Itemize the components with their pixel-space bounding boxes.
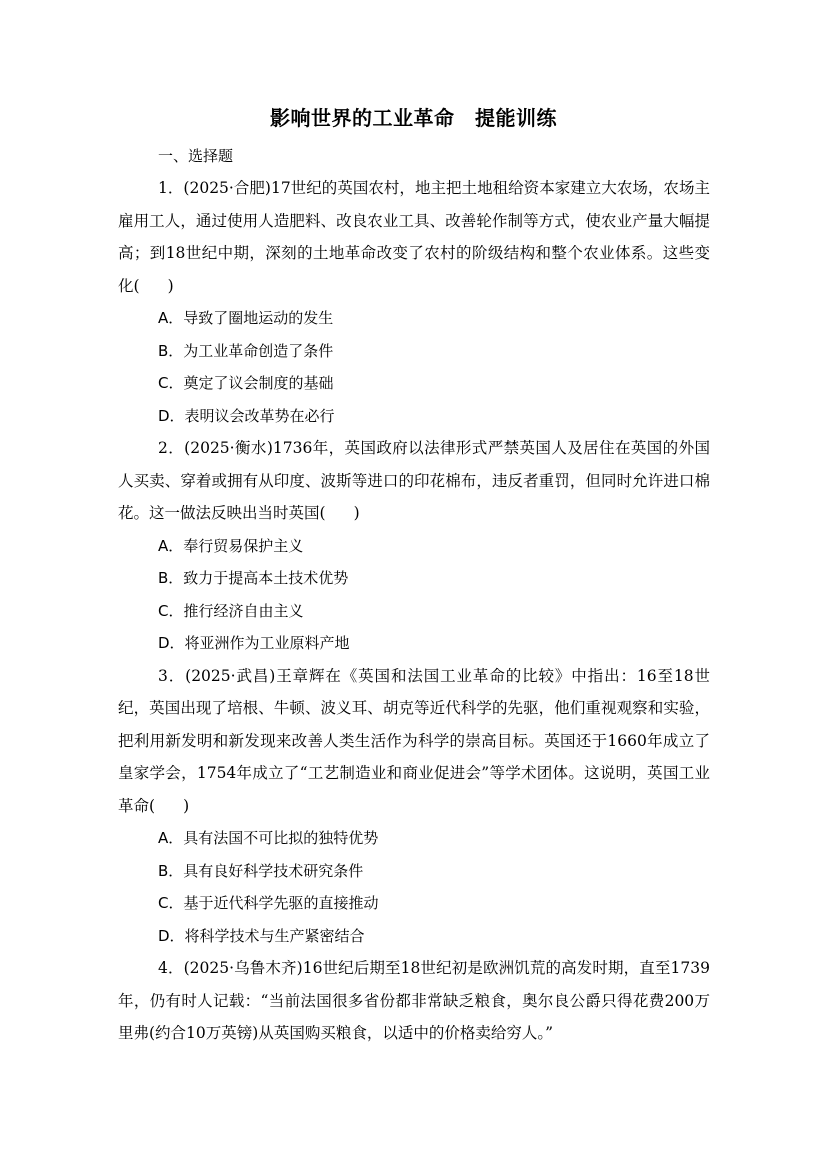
option-c: C．基于近代科学先驱的直接推动 — [158, 894, 379, 912]
question-stem — [118, 172, 710, 302]
question-stem — [118, 660, 710, 823]
option-c: C．推行经济自由主义 — [158, 601, 304, 620]
question-list — [118, 172, 710, 1050]
question-text-end: ) — [183, 796, 190, 815]
question-4 — [118, 952, 710, 1050]
option-c: C．奠定了议会制度的基础 — [158, 374, 334, 392]
question-text-end: ) — [167, 276, 174, 295]
question-text: 3．(2025·武昌)王章辉在《英国和法国工业革命的比较》中指出：16至18世纪，英国出现了培根、牛顿、波义耳、胡克等近代科学的先驱，他们重视观察和实验，把利用新发明和新发现来改善人类生活作为科学的崇高目标。英国还于1660年成立了皇家学会，1754年成立了“工艺制造业和商业促进会”等学术团体。这说明，英国工业革命( — [118, 666, 710, 815]
option-d: D．表明议会改革势在必行 — [158, 406, 335, 425]
question-stem — [118, 952, 710, 1050]
question-2 — [118, 432, 710, 660]
question-1 — [118, 172, 710, 432]
option-a: A．奉行贸易保护主义 — [158, 536, 304, 555]
option-b: B．具有良好科学技术研究条件 — [158, 861, 364, 880]
page-title: 影响世界的工业革命 提能训练 — [270, 106, 557, 130]
option-d: D．将科学技术与生产紧密结合 — [158, 926, 365, 945]
option-a: A．具有法国不可比拟的独特优势 — [158, 829, 379, 847]
option-d: D．将亚洲作为工业原料产地 — [158, 634, 350, 652]
option-a: A．导致了圈地运动的发生 — [158, 309, 334, 327]
question-stem — [118, 432, 710, 530]
option-b: B．致力于提高本土技术优势 — [158, 569, 349, 587]
question-text-end: ) — [353, 504, 360, 522]
section-heading: 一、选择题 — [158, 147, 234, 165]
question-text: 2．(2025·衡水)1736年，英国政府以法律形式严禁英国人及居住在英国的外国人买卖、穿着或拥有从印度、波斯等进口的印花棉布，违反者重罚，但同时允许进口棉花。这一做法反映出当时英国( — [118, 439, 710, 522]
option-b: B．为工业革命创造了条件 — [158, 341, 334, 360]
question-text: 1．(2025·合肥)17世纪的英国农村，地主把土地租给资本家建立大农场，农场主雇用工人，通过使用人造肥料、改良农业工具、改善轮作制等方式，使农业产量大幅提高；到18世纪中期，深刻的土地革命改变了农村的阶级结构和整个农业体系。这些变化( — [118, 179, 710, 295]
question-text: 4．(2025·乌鲁木齐)16世纪后期至18世纪初是欧洲饥荒的高发时期，直至1739年，仍有时人记载：“当前法国很多省份都非常缺乏粮食，奥尔良公爵只得花费200万里弗(约合10万英镑)从英国购买粮食，以适中的价格卖给穷人。” — [118, 959, 710, 1042]
question-3 — [118, 660, 710, 953]
